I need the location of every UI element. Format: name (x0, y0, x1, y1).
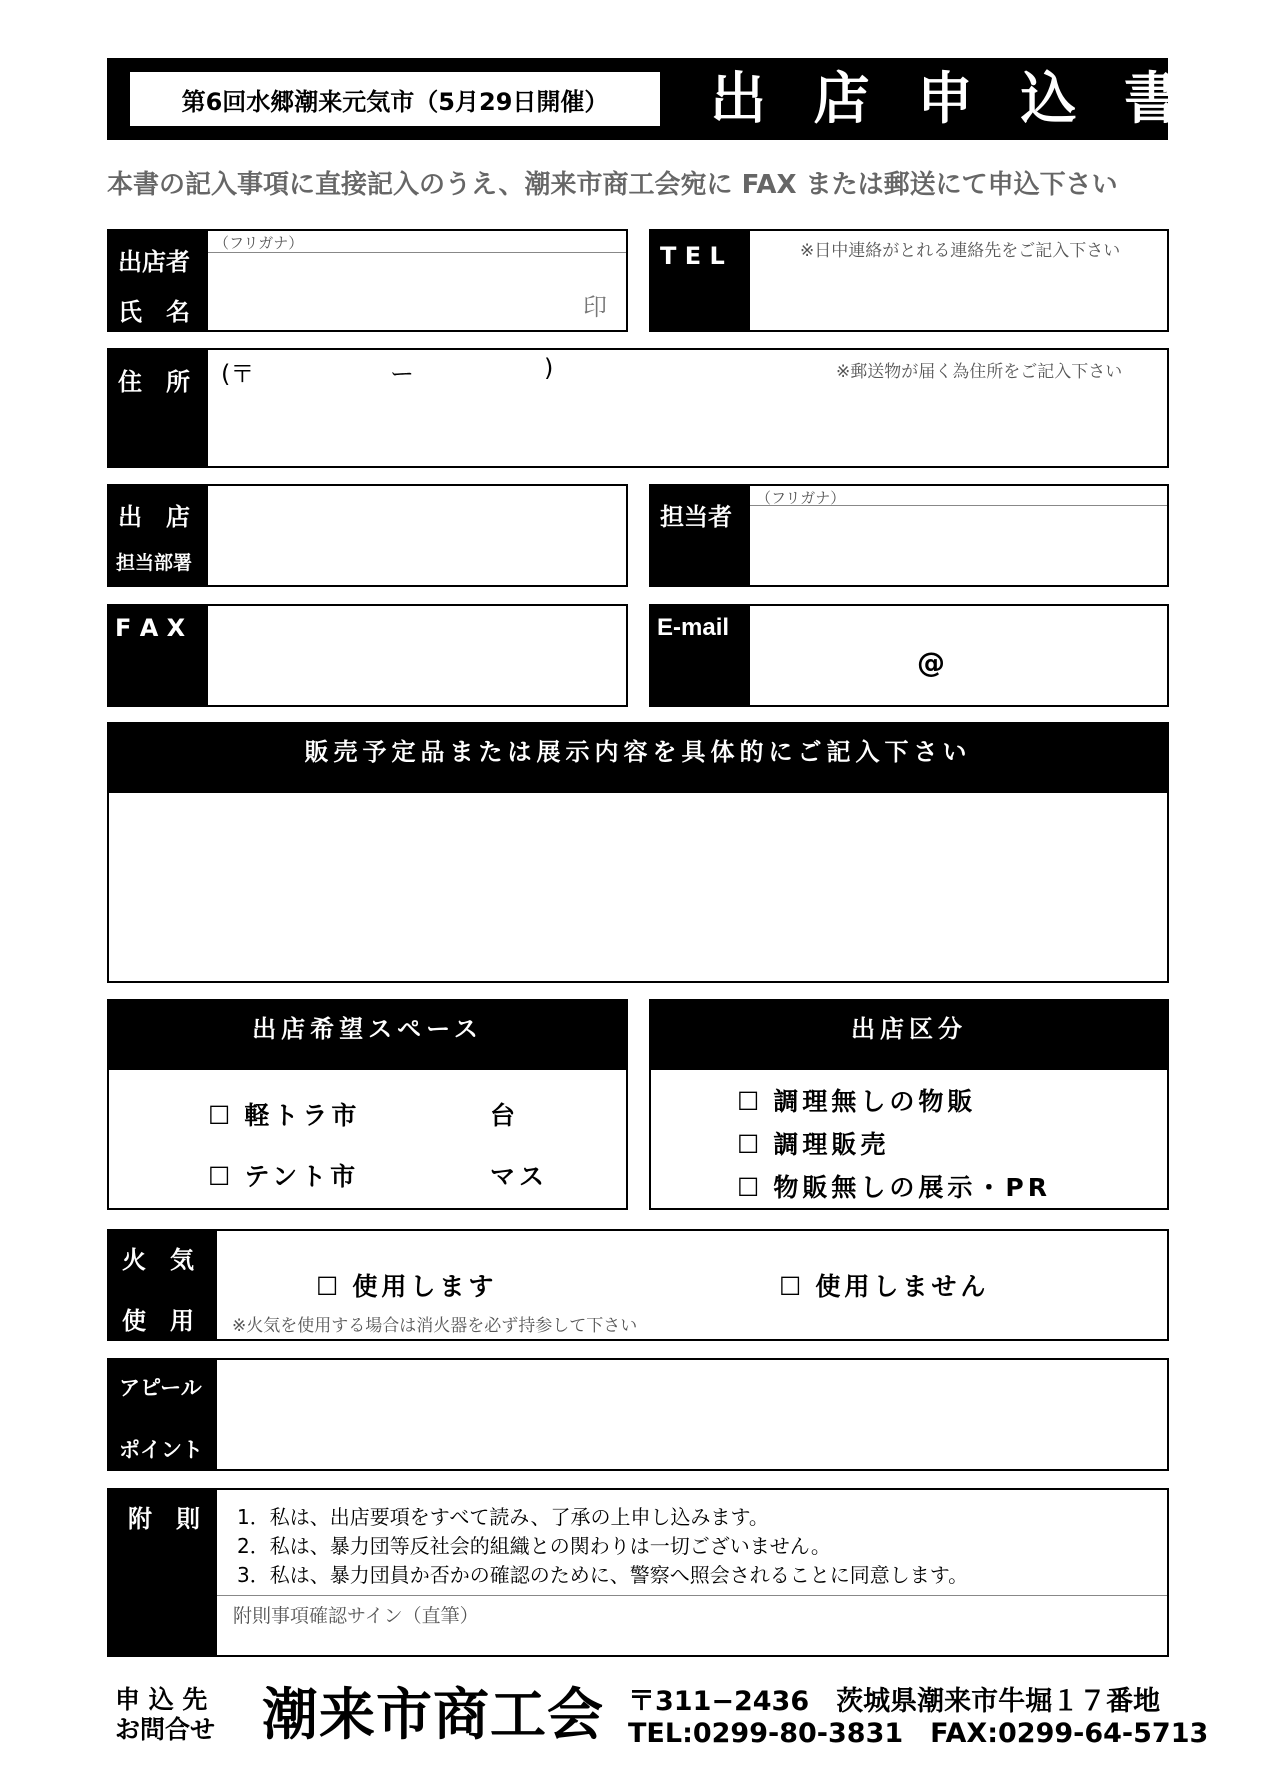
checkbox-icon: ☐ (208, 1101, 231, 1130)
department-label-bottom: 担当部署 (116, 552, 193, 574)
checkbox-icon: ☐ (737, 1087, 760, 1116)
fire-label-bottom: 使 用 (122, 1307, 194, 1335)
category-option-exhibit[interactable] (737, 1168, 1051, 1204)
fire-use-label: 使用します (352, 1272, 498, 1301)
signature-label: 附則事項確認サイン（直筆） (233, 1605, 479, 1627)
tel-note: ※日中連絡がとれる連絡先をご記入下さい (800, 241, 1121, 261)
checkbox-icon: ☐ (737, 1173, 760, 1202)
email-at-sign: @ (917, 646, 945, 679)
fire-no-use-label: 使用しません (815, 1272, 990, 1301)
terms-item-2: 2．私は、暴力団等反社会的組織との関わりは一切ございません。 (237, 1534, 831, 1558)
footer-phone: TEL:0299-80-3831 FAX:0299-64-5713 (628, 1718, 1209, 1749)
fire-label-top: 火 気 (122, 1246, 194, 1274)
space-header: 出店希望スペース (252, 1015, 483, 1043)
category-header: 出店区分 (851, 1015, 967, 1043)
space-option-light-truck[interactable] (208, 1096, 360, 1132)
category-option-label: 物販無しの展示・PR (773, 1173, 1051, 1202)
checkbox-icon: ☐ (316, 1272, 339, 1301)
apply-label-bottom: お問合せ (115, 1715, 216, 1744)
space-option-tent[interactable] (208, 1157, 359, 1193)
terms-label: 附 則 (128, 1505, 200, 1533)
address-note: ※郵送物が届く為住所をご記入下さい (836, 362, 1123, 382)
space-option-label: 軽トラ市 (244, 1101, 361, 1130)
applicant-furigana-divider (208, 252, 626, 253)
applicant-furigana-label: （フリガナ） (214, 234, 304, 252)
form-title: 出 店 申 込 書 (710, 67, 1194, 132)
fire-use-option[interactable] (316, 1267, 497, 1303)
terms-item-1: 1．私は、出店要項をすべて読み、了承の上申し込みます。 (237, 1505, 769, 1529)
checkbox-icon: ☐ (779, 1272, 802, 1301)
email-label: E-mail (657, 614, 730, 641)
applicant-label-top: 出店者 (118, 248, 190, 276)
postal-close: ) (544, 354, 554, 382)
checkbox-icon: ☐ (208, 1162, 231, 1191)
contact-furigana-label: （フリガナ） (756, 489, 846, 507)
org-name: 潮来市商工会 (262, 1683, 604, 1748)
space-option-label: テント市 (244, 1162, 360, 1191)
address-label: 住 所 (118, 368, 190, 396)
appeal-label-bottom: ポイント (119, 1438, 203, 1462)
category-option-label: 調理無しの物販 (773, 1087, 977, 1116)
instruction-text: 本書の記入事項に直接記入のうえ、潮来市商工会宛に FAX または郵送にて申込下さい (107, 170, 1118, 200)
tel-label: T E L (660, 242, 725, 270)
department-label-top: 出 店 (118, 503, 190, 531)
postal-dash: ー (390, 360, 414, 388)
contact-furigana-divider (750, 505, 1167, 506)
appeal-label-top: アピール (119, 1376, 202, 1400)
terms-item-3: 3．私は、暴力団員か否かの確認のために、警察へ照会されることに同意します。 (237, 1563, 969, 1587)
contact-person-label: 担当者 (660, 503, 732, 531)
event-name-box (130, 72, 660, 126)
postal-open: (〒 (221, 360, 255, 388)
fire-note: ※火気を使用する場合は消火器を必ず持参して下さい (232, 1316, 638, 1336)
category-option-label: 調理販売 (773, 1130, 890, 1159)
fax-label: F A X (115, 614, 186, 642)
appeal-field[interactable] (107, 1358, 1169, 1471)
products-header: 販売予定品または展示内容を具体的にご記入下さい (304, 738, 972, 766)
seal-mark: 印 (583, 293, 607, 321)
apply-label-top: 申 込 先 (115, 1685, 208, 1714)
fire-no-use-option[interactable] (779, 1267, 989, 1303)
event-name: 第6回水郷潮来元気市（5月29日開催） (181, 87, 609, 116)
applicant-label-bottom: 氏 名 (118, 298, 190, 326)
footer-address: 〒311−2436 茨城県潮来市牛堀１７番地 (628, 1686, 1161, 1717)
space-unit-tent: マス (490, 1162, 549, 1191)
checkbox-icon: ☐ (737, 1130, 760, 1159)
category-option-cooking[interactable] (737, 1125, 889, 1161)
category-option-retail[interactable] (737, 1082, 976, 1118)
space-unit-light-truck: 台 (490, 1101, 520, 1130)
